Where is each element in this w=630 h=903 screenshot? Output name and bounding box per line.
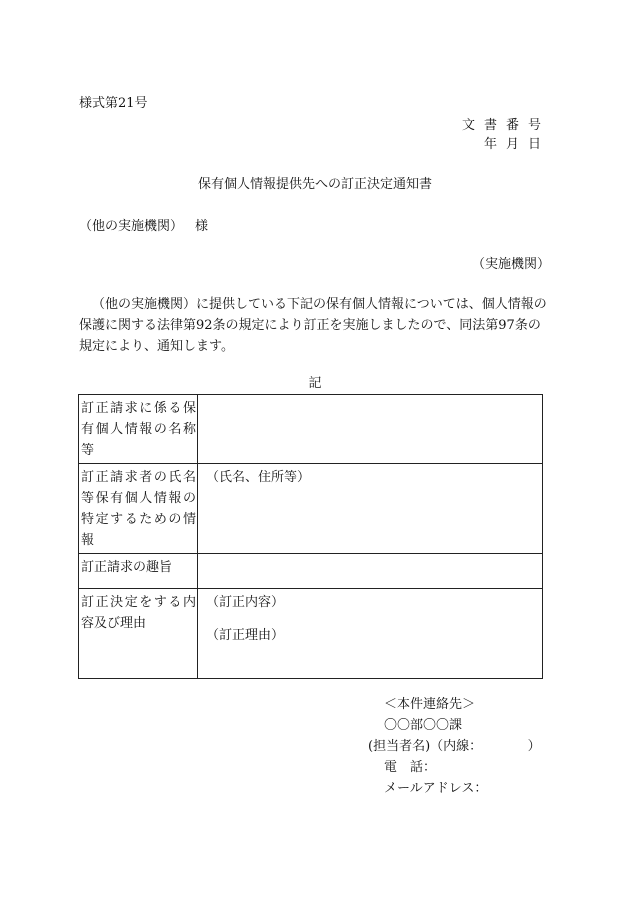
addressee-honorific: 様 (195, 219, 209, 234)
table-row (79, 464, 543, 554)
document-date-label: 年月日 (483, 137, 550, 152)
addressee (79, 219, 208, 235)
issuing-agency: （実施機関） (471, 257, 550, 272)
table-row (79, 589, 543, 679)
row-value-purpose (198, 554, 543, 589)
contact-block (368, 694, 541, 799)
record-table (78, 394, 543, 679)
row-value-decision (198, 589, 543, 679)
document-title: 保有個人情報提供先への訂正決定通知書 (197, 177, 432, 192)
contact-phone: 電 話： (384, 760, 437, 775)
contact-heading: ＜本件連絡先＞ (384, 697, 476, 712)
table-row (79, 395, 543, 464)
form-number: 様式第21号 (79, 96, 148, 111)
row-label-decision: 訂正決定をする内容及び理由 (79, 589, 198, 679)
addressee-name: （他の実施機関） (79, 219, 184, 234)
contact-department: 〇〇部〇〇課 (384, 718, 463, 733)
row-label-info-name: 訂正請求に係る保有個人情報の名称等 (79, 395, 198, 464)
table-row (79, 554, 543, 589)
row-value-info-name (198, 395, 543, 464)
contact-person: (担当者名)（内線： ） (368, 739, 541, 754)
body-paragraph: （他の実施機関）に提供している下記の保有個人情報については、個人情報の保護に関する法律第92条の規定により訂正を実施しましたので、同法第97条の規定により、通知します。 (79, 297, 547, 354)
row-label-requester: 訂正請求者の氏名等保有個人情報の特定するための情報 (79, 464, 198, 554)
correction-content-label: （訂正内容） (206, 595, 285, 610)
document-number-label: 文書番号 (461, 118, 550, 133)
contact-email: メールアドレス： (384, 781, 488, 796)
record-heading: 記 (308, 376, 322, 391)
row-value-requester: （氏名、住所等） (198, 464, 543, 554)
row-label-purpose: 訂正請求の趣旨 (79, 554, 198, 589)
correction-reason-label: （訂正理由） (206, 628, 285, 643)
